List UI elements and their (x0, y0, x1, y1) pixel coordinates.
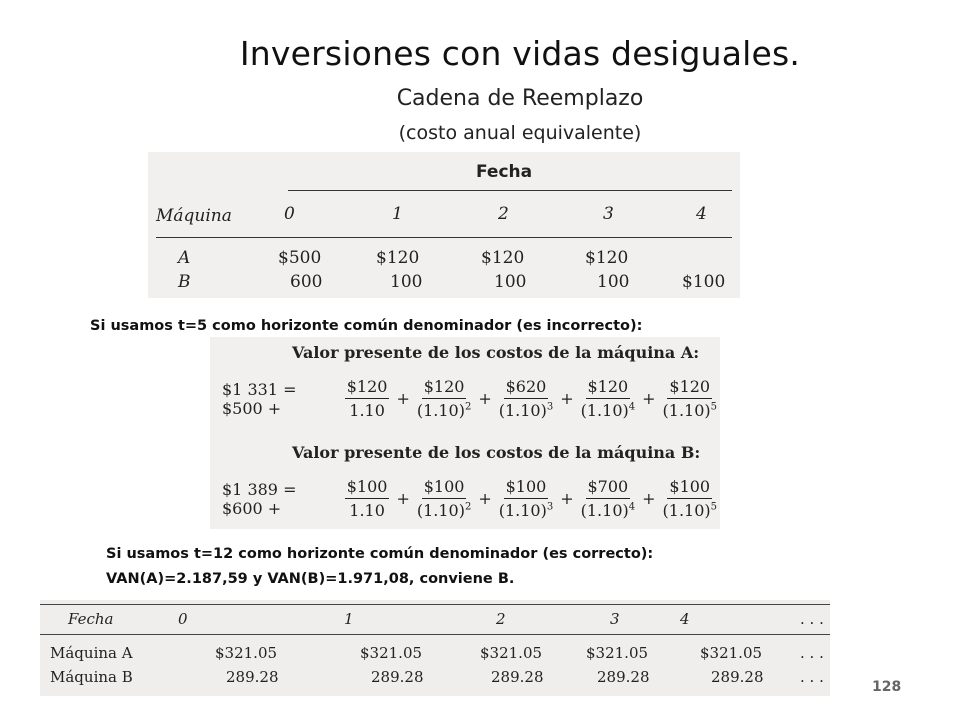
t3-ellipsis-h: . . . (800, 610, 824, 628)
row-a-val-1: $120 (376, 248, 420, 268)
t3-row-b-4: 289.28 (597, 668, 650, 686)
t3-row-a-3: $321.05 (480, 644, 543, 662)
t3-row-b-ellipsis: . . . (800, 668, 824, 686)
cash-flow-table (148, 152, 740, 298)
header-rule (288, 190, 732, 191)
note-result: VAN(A)=2.187,59 y VAN(B)=1.971,08, conviene B. (106, 571, 515, 587)
date-2: 2 (498, 204, 509, 224)
term-a-4: $\frac{\$120}{(1.10)^4}$ (580, 377, 636, 420)
t3-date-1: 1 (344, 610, 354, 628)
date-4: 4 (696, 204, 707, 224)
equivalent-annual-cost-table (40, 600, 830, 696)
row-b-val-1: 100 (390, 272, 423, 292)
row-b-val-4: $100 (682, 272, 726, 292)
body-rule (156, 237, 732, 238)
term-a-1: $\frac{\$120}{1.10}$ (346, 377, 388, 420)
t3-date-0: 0 (178, 610, 188, 628)
fecha-header: Fecha (476, 162, 533, 182)
row-b-val-0: 600 (290, 272, 323, 292)
term-b-1: $\frac{\$100}{1.10}$ (346, 477, 388, 520)
t3-row-b-5: 289.28 (711, 668, 764, 686)
t3-date-3: 3 (610, 610, 620, 628)
row-b-val-3: 100 (597, 272, 630, 292)
equation-b-lhs: $1 389 = $600 + (222, 479, 297, 518)
slide-subtitle: Cadena de Reemplazo (396, 86, 644, 111)
term-b-2: $\frac{\$100}{(1.10)^2}$ (416, 477, 472, 520)
row-a-label: A (178, 248, 191, 268)
row-a-val-3: $120 (585, 248, 629, 268)
term-b-3: $\frac{\$100}{(1.10)^3}$ (498, 477, 554, 520)
date-1: 1 (392, 204, 403, 224)
t3-row-b-3: 289.28 (491, 668, 544, 686)
equation-a: $1 331 = $500 + $\frac{\$120}{1.10}$ + $\frac{\$120}{(1.10)^2}$ + $\frac{\$620}{(1.10)^3}$ + $\frac{\$120}{(1.10)^4}$ + $\frac{\$120}{(1.10)^5}$ (222, 377, 717, 420)
t3-row-b-1: 289.28 (226, 668, 279, 686)
t3-row-a-label: Máquina A (50, 644, 133, 662)
slide-title: Inversiones con vidas desiguales. (239, 34, 801, 73)
t3-row-a-5: $321.05 (700, 644, 763, 662)
row-a-val-0: $500 (278, 248, 322, 268)
term-b-5: $\frac{\$100}{(1.10)^5}$ (662, 477, 717, 520)
row-b-val-2: 100 (494, 272, 527, 292)
t3-row-a-1: $321.05 (215, 644, 278, 662)
term-a-2: $\frac{\$120}{(1.10)^2}$ (416, 377, 472, 420)
t3-fecha: Fecha (68, 610, 114, 628)
date-0: 0 (284, 204, 295, 224)
term-b-4: $\frac{\$700}{(1.10)^4}$ (580, 477, 636, 520)
term-a-3: $\frac{\$620}{(1.10)^3}$ (498, 377, 554, 420)
formula-header-b: Valor presente de los costos de la máquina B: (292, 443, 701, 462)
date-3: 3 (603, 204, 614, 224)
present-value-formulas (210, 337, 720, 529)
t3-mid-rule (40, 634, 830, 635)
note-incorrect: Si usamos t=5 como horizonte común denominador (es incorrecto): (90, 318, 643, 334)
maquina-header: Máquina (156, 206, 232, 226)
equation-b: $1 389 = $600 + $\frac{\$100}{1.10}$ + $\frac{\$100}{(1.10)^2}$ + $\frac{\$100}{(1.10)^3}$ + $\frac{\$700}{(1.10)^4}$ + $\frac{\$100}{(1.10)^5}$ (222, 477, 717, 520)
term-a-5: $\frac{\$120}{(1.10)^5}$ (662, 377, 717, 420)
t3-row-a-ellipsis: . . . (800, 644, 824, 662)
t3-date-2: 2 (496, 610, 506, 628)
t3-row-b-label: Máquina B (50, 668, 133, 686)
t3-row-a-2: $321.05 (360, 644, 423, 662)
row-b-label: B (178, 272, 191, 292)
t3-row-b-2: 289.28 (371, 668, 424, 686)
t3-top-rule (40, 604, 830, 605)
page-number: 128 (872, 679, 902, 695)
t3-date-4: 4 (680, 610, 690, 628)
slide-subtitle-note: (costo anual equivalente) (398, 122, 642, 144)
t3-row-a-4: $321.05 (586, 644, 649, 662)
formula-header-a: Valor presente de los costos de la máquina A: (292, 343, 700, 362)
row-a-val-2: $120 (481, 248, 525, 268)
note-correct: Si usamos t=12 como horizonte común denominador (es correcto): (106, 546, 654, 562)
equation-a-lhs: $1 331 = $500 + (222, 379, 297, 418)
